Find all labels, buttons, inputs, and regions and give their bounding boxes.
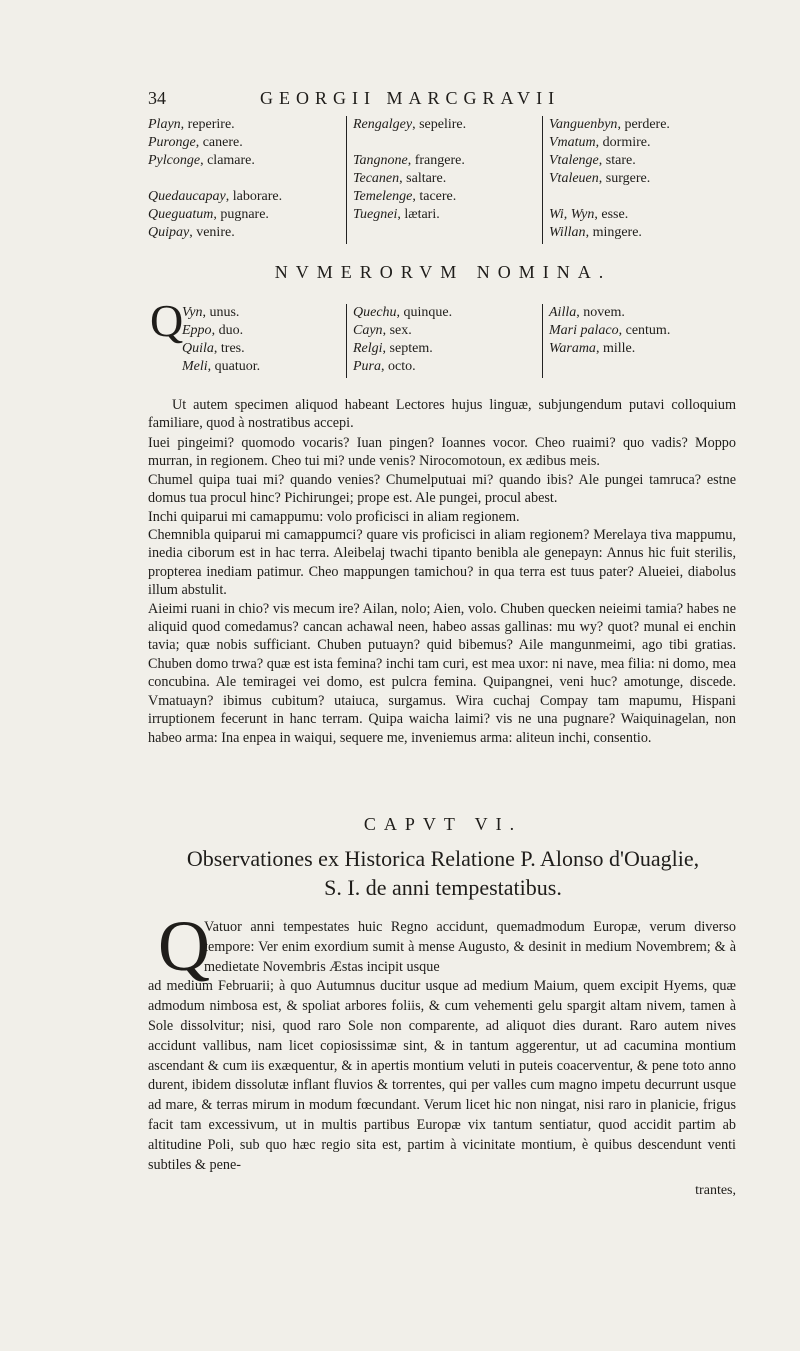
- dialogue-paragraph: Inchi quiparui mi camappumu: volo proficisci in aliam regionem.: [148, 508, 520, 525]
- latin-meaning: , saltare.: [399, 171, 447, 186]
- latin-meaning: , sepelire.: [412, 117, 467, 132]
- latin-meaning: , mille.: [595, 341, 636, 356]
- latin-meaning: , laborare.: [225, 189, 283, 204]
- vocab-entry: [148, 224, 338, 242]
- dialogue-paragraph: Chumel quipa tuai mi? quando venies? Chumelputuai mi? quando ibis? Ale pungei tamruca? estne domus tua procul hinc? Pichirungei; prope est. Ale pungei, procul abest.: [148, 471, 736, 507]
- native-term: Warama: [549, 341, 596, 356]
- vocab-entry: [182, 340, 342, 358]
- vocab-entry: [182, 358, 342, 376]
- dialogue-paragraph: Chemnibla quiparui mi camappumci? quare vis proficisci in aliam regionem? Merelaya tiva mappumu, inedia ciborum est in hac terra. Aleibelaj twachi tipanto benibla ale genepayn: Annus hic fuit sterilis, propterea inediam patimur. Cheo mappungen tamichou? in qua terra est tuus pater? Alueiei, diabolus illum abstulit.: [148, 527, 736, 599]
- numerals-column-1: [182, 304, 342, 376]
- native-term: Rengalgey: [353, 117, 413, 132]
- latin-meaning: , stare.: [598, 153, 636, 168]
- native-term: Relgi: [353, 341, 383, 356]
- running-title: GEORGII MARCGRAVII: [260, 88, 561, 108]
- vocab-entry: [353, 152, 543, 170]
- latin-meaning: , clamare.: [200, 153, 255, 168]
- dialogue-intro: Ut autem specimen aliquod habeant Lectores hujus linguæ, subjungendum putavi colloquium familiare, quod à nostratibus accepi.: [148, 397, 736, 432]
- vocab-entry: [148, 188, 338, 206]
- latin-meaning: , sex.: [382, 323, 412, 338]
- vocab-entry: [182, 322, 342, 340]
- vocab-entry: [148, 152, 338, 170]
- native-term: Quedaucapay: [148, 189, 226, 204]
- latin-meaning: , frangere.: [407, 153, 465, 168]
- native-term: Meli: [182, 359, 208, 374]
- blank-line: [148, 170, 338, 188]
- vocabulary-columns: [148, 116, 728, 246]
- vocab-entry: [182, 304, 342, 322]
- latin-meaning: , esse.: [594, 207, 629, 222]
- vocab-entry: [148, 134, 338, 152]
- chapter-title-line-2: S. I. de anni tempestatibus.: [324, 875, 562, 900]
- dialogue-paragraph: Iuei pingeimi? quomodo vocaris? Iuan pingen? Ioannes vocor. Cheo ruaimi? quo vadis? Moppo murran, in regionem. Cheo tui mi? unde venis? Nirocomotoun, ex ædibus meis.: [148, 435, 736, 470]
- vocab-entry: [353, 116, 543, 134]
- chapter-body-first: Vatuor anni tempestates huic Regno accidunt, quemadmodum Europæ, verum diverso tempore: Ver enim exordium sumit à mense Augusto, & desinit in medium Novembrem; & à medietate Novembris Æstas incipit usque: [204, 919, 736, 975]
- native-term: Pylconge: [148, 153, 201, 168]
- latin-meaning: , dormire.: [595, 135, 651, 150]
- native-term: Willan: [549, 225, 586, 240]
- vocab-entry: [353, 322, 543, 340]
- latin-meaning: , perdere.: [617, 117, 670, 132]
- latin-meaning: , septem.: [382, 341, 433, 356]
- vocab-column-2: [346, 116, 543, 244]
- native-term: Cayn: [353, 323, 383, 338]
- numerals-column-2: [346, 304, 543, 378]
- native-term: Quipay: [148, 225, 190, 240]
- native-term: Quila: [182, 341, 214, 356]
- latin-meaning: , mingere.: [585, 225, 642, 240]
- vocab-entry: [549, 224, 735, 242]
- native-term: Playn: [148, 117, 181, 132]
- native-term: Vtalenge: [549, 153, 599, 168]
- vocab-entry: [549, 206, 735, 224]
- blank-line: [549, 188, 735, 206]
- vocab-column-3: [542, 116, 735, 244]
- dialogue-paragraph: Aieimi ruani in chio? vis mecum ire? Ailan, nolo; Aien, volo. Chuben quecken neieimi tamia? habes ne aliquid quod comedamus? cancan achawal neen, habeo assas gallinas: mu wy? quot? munal ei enchin tavia; quæ nobis sufficiant. Chuben putuayn? quid bibemus? Aile mangunmeimi, ago tibi gratias. Chuben domo trwa? quæ est ista femina? inchi tam curi, est mea uxor: ni nave, mea filia: ni domo, mea concubina. Ale temiragei vei domo, est pulcra femina. Quipangnei, veni huc? amotunge, discede. Vmatuayn? ibimus cubitum? utaiuca, surgamus. Wira cuchaj Compay tam mapumu, Hispani irruptionem fecerunt in hanc terram. Quipa waicha laimi? vis ne una pugnare? Waiquinagelan, non habeo arma: Ina enpea in waiqui, sequere me, inveniemus arma: aliteun inchi, consentio.: [148, 600, 736, 746]
- latin-meaning: , lætari.: [397, 207, 440, 222]
- latin-meaning: , quatuor.: [207, 359, 261, 374]
- latin-meaning: , tres.: [213, 341, 245, 356]
- latin-meaning: , pugnare.: [213, 207, 269, 222]
- page-number: 34: [148, 88, 166, 108]
- vocab-entry: [549, 304, 735, 322]
- native-term: Puronge: [148, 135, 196, 150]
- native-term: Queguatum: [148, 207, 214, 222]
- native-term: Tangnone: [353, 153, 408, 168]
- native-term: Quechu: [353, 305, 397, 320]
- vocab-entry: [148, 116, 338, 134]
- native-term: Vyn: [182, 305, 203, 320]
- chapter-body: [148, 918, 736, 1175]
- vocab-column-1: [148, 116, 338, 242]
- latin-meaning: , centum.: [618, 323, 671, 338]
- latin-meaning: , tacere.: [412, 189, 457, 204]
- vocab-entry: [549, 134, 735, 152]
- latin-meaning: , venire.: [189, 225, 235, 240]
- vocab-entry: [353, 170, 543, 188]
- latin-meaning: , novem.: [576, 305, 625, 320]
- numerals-heading: NVMERORVM NOMINA.: [274, 262, 612, 282]
- chapter-number: CAPVT VI.: [363, 814, 523, 834]
- native-term: Tecanen: [353, 171, 400, 186]
- vocab-entry: [353, 188, 543, 206]
- latin-meaning: , quinque.: [396, 305, 453, 320]
- native-term: Tuegnei: [353, 207, 398, 222]
- vocab-entry: [549, 116, 735, 134]
- native-term: Pura: [353, 359, 381, 374]
- vocab-entry: [353, 358, 543, 376]
- native-term: Eppo: [182, 323, 212, 338]
- numerals-dropcap: Q: [150, 295, 184, 346]
- vocab-entry: [148, 206, 338, 224]
- latin-meaning: , octo.: [381, 359, 416, 374]
- blank-line: [353, 134, 543, 152]
- native-term: Temelenge: [353, 189, 413, 204]
- chapter-dropcap: Q: [158, 906, 210, 986]
- vocab-entry: [353, 304, 543, 322]
- native-term: Vtaleuen: [549, 171, 599, 186]
- latin-meaning: , duo.: [211, 323, 244, 338]
- native-term: Vmatum: [549, 135, 596, 150]
- page-header: [148, 88, 748, 110]
- latin-meaning: , reperire.: [180, 117, 235, 132]
- dialogue-block: [148, 434, 736, 747]
- numerals-columns: [148, 304, 728, 380]
- latin-meaning: , canere.: [195, 135, 243, 150]
- vocab-entry: [549, 322, 735, 340]
- latin-meaning: , unus.: [202, 305, 240, 320]
- chapter-title-line-1: Observationes ex Historica Relatione P. Alonso d'Ouaglie,: [186, 846, 700, 871]
- numerals-column-3: [542, 304, 735, 378]
- vocab-entry: [549, 170, 735, 188]
- native-term: Ailla: [549, 305, 577, 320]
- vocab-entry: [353, 206, 543, 224]
- native-term: Vanguenbyn: [549, 117, 618, 132]
- chapter-body-rest: ad medium Februarii; à quo Autumnus ducitur usque ad medium Maium, quem excipit Hyems, quæ admodum nimbosa est, & spoliat arbores foliis, & cum vehementi gelu spargit altam nivem, tamen à Sole dissolvitur; nisi, quod raro Sole non comparente, ad aliquot dies durant. Raro autem nives accidunt vallibus, nam licet copiosissimæ sint, & in tantum aggerentur, ut ad cacumina montium ascendant & cum iis exæquentur, & in apertis montium veluti in puteis coacerventur, & pene toto anno durent, ibidem dissolutæ inflant fluvios & torrentes, qui per valles cum magno impetu decurrunt usque ad mare, & terras mirum in modum fœcundant. Verum licet hic non ningat, nisi raro in planicie, frigus facit tam excessivum, ut in multis partibus Europæ vix tantum sentiatur, quod accidit partim ab altitudine Poli, sub quo hæc regio sita est, partim à vicinitate montium, è quibus descendunt venti subtiles & pene-: [148, 978, 736, 1173]
- vocab-entry: [353, 340, 543, 358]
- native-term: Wi, Wyn: [549, 207, 595, 222]
- latin-meaning: , surgere.: [598, 171, 651, 186]
- vocab-entry: [549, 152, 735, 170]
- native-term: Mari palaco: [549, 323, 619, 338]
- vocab-entry: [549, 340, 735, 358]
- catchword: trantes,: [695, 1183, 736, 1198]
